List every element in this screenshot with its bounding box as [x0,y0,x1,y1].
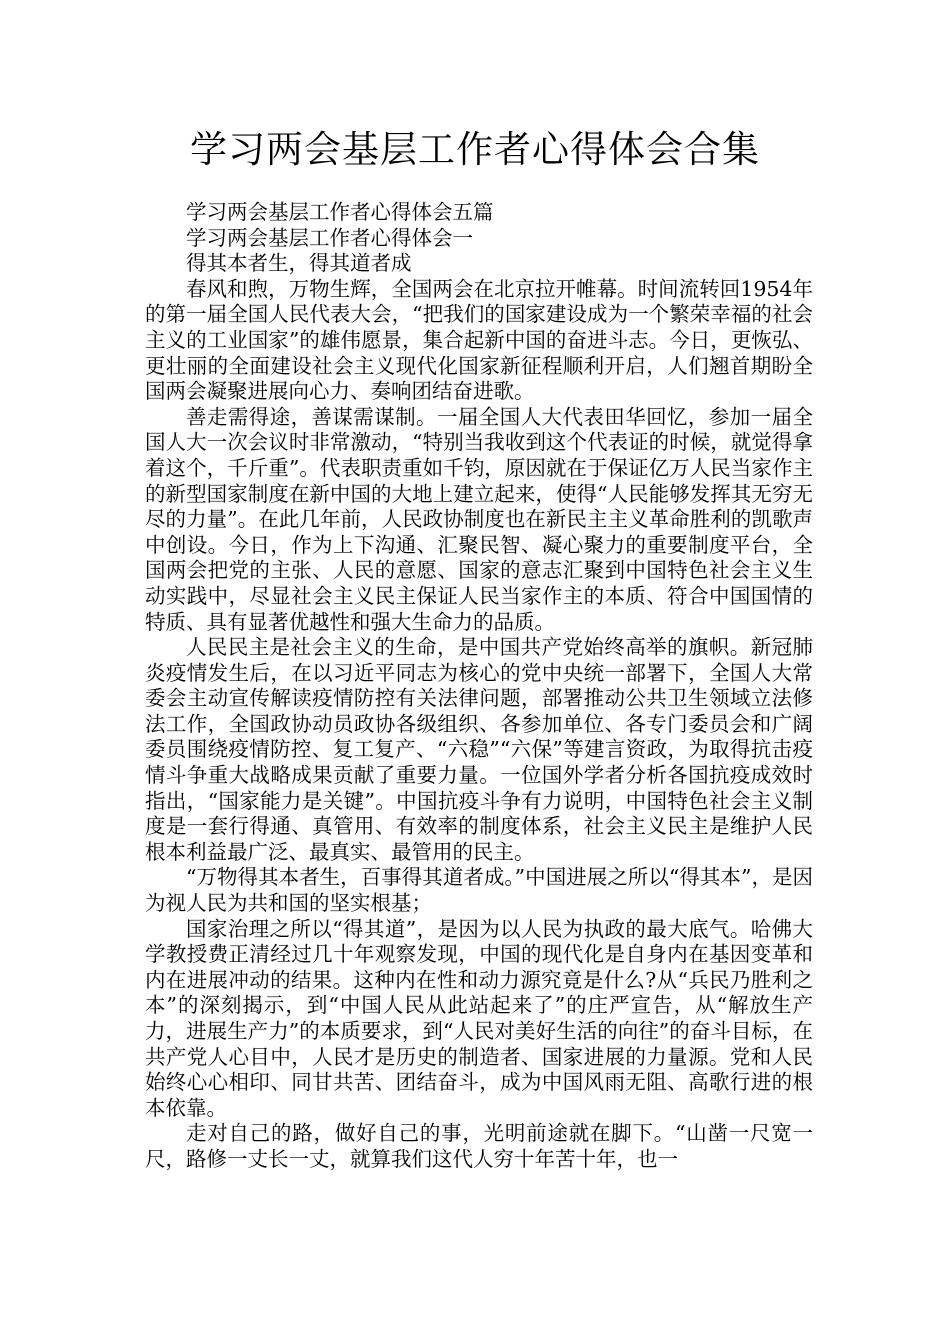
paragraph-section-theme: 得其本者生，得其道者成 [186,251,412,276]
document-body [145,200,813,1173]
paragraph-section-heading: 学习两会基层工作者心得体会一 [186,225,473,250]
paragraph: 走对自己的路，做好自己的事，光明前途就在脚下。“山凿一尺宽一尺，路修一丈长一丈，就算我们这代人穷十年苦十年，也一 [145,1121,813,1171]
paragraph: 人民民主是社会主义的生命，是中国共产党始终高举的旗帜。新冠肺炎疫情发生后，在以习近平同志为核心的党中央统一部署下，全国人大常委会主动宣传解读疫情防控有关法律问题，部署推动公共卫生领域立法修法工作，全国政协动员政协各级组织、各参加单位、各专门委员会和广阔委员围绕疫情防控、复工复产、“六稳”“六保”等建言资政，为取得抗击疫情斗争重大战略成果贡献了重要力量。一位国外学者分析各国抗疫成效时指出，“国家能力是关键”。中国抗疫斗争有力说明，中国特色社会主义制度是一套行得通、真管用、有效率的制度体系，社会主义民主是维护人民根本利益最广泛、最真实、最管用的民主。 [145,635,813,864]
paragraph-subtitle: 学习两会基层工作者心得体会五篇 [186,200,494,224]
paragraph: 国家治理之所以“得其道”，是因为以人民为执政的最大底气。哈佛大学教授费正清经过几十年观察发现，中国的现代化是自身内在基因变革和内在进展冲动的结果。这种内在性和动力源究竟是什么?从“兵民乃胜利之本”的深刻揭示，到“中国人民从此站起来了”的庄严宣告，从“解放生产力，进展生产力”的本质要求，到“人民对美好生活的向往”的奋斗目标，在共产党人心目中，人民才是历史的制造者、国家进展的力量源。党和人民始终心心相印、同甘共苦、团结奋斗，成为中国风雨无阻、高歌行进的根本依靠。 [145,916,813,1120]
paragraph: 善走需得途，善谋需谋制。一届全国人大代表田华回忆，参加一届全国人大一次会议时非常激动，“特别当我收到这个代表证的时候，就觉得拿着这个，千斤重”。代表职责重如千钧，原因就在于保证亿万人民当家作主的新型国家制度在新中国的大地上建立起来，使得“人民能够发挥其无穷无尽的力量”。在此几年前，人民政协制度也在新民主主义革命胜利的凯歌声中创设。今日，作为上下沟通、汇聚民智、凝心聚力的重要制度平台，全国两会把党的主张、人民的意愿、国家的意志汇聚到中国特色社会主义生动实践中，尽显社会主义民主保证人民当家作主的本质、符合中国国情的特质、具有显著优越性和强大生命力的品质。 [145,404,813,634]
paragraph: “万物得其本者生，百事得其道者成。”中国进展之所以“得其本”，是因为视人民为共和国的坚实根基； [145,865,813,916]
document-title: 学习两会基层工作者心得体会合集 [190,128,760,171]
paragraph: 春风和煦，万物生辉，全国两会在北京拉开帷幕。时间流转回1954年的第一届全国人民代表大会，“把我们的国家建设成为一个繁荣幸福的社会主义的工业国家”的雄伟愿景，集合起新中国的奋进斗志。今日，更恢弘、更壮丽的全面建设社会主义现代化国家新征程顺利开启，人们翘首期盼全国两会凝聚进展向心力、奏响团结奋进歌。 [145,276,813,404]
